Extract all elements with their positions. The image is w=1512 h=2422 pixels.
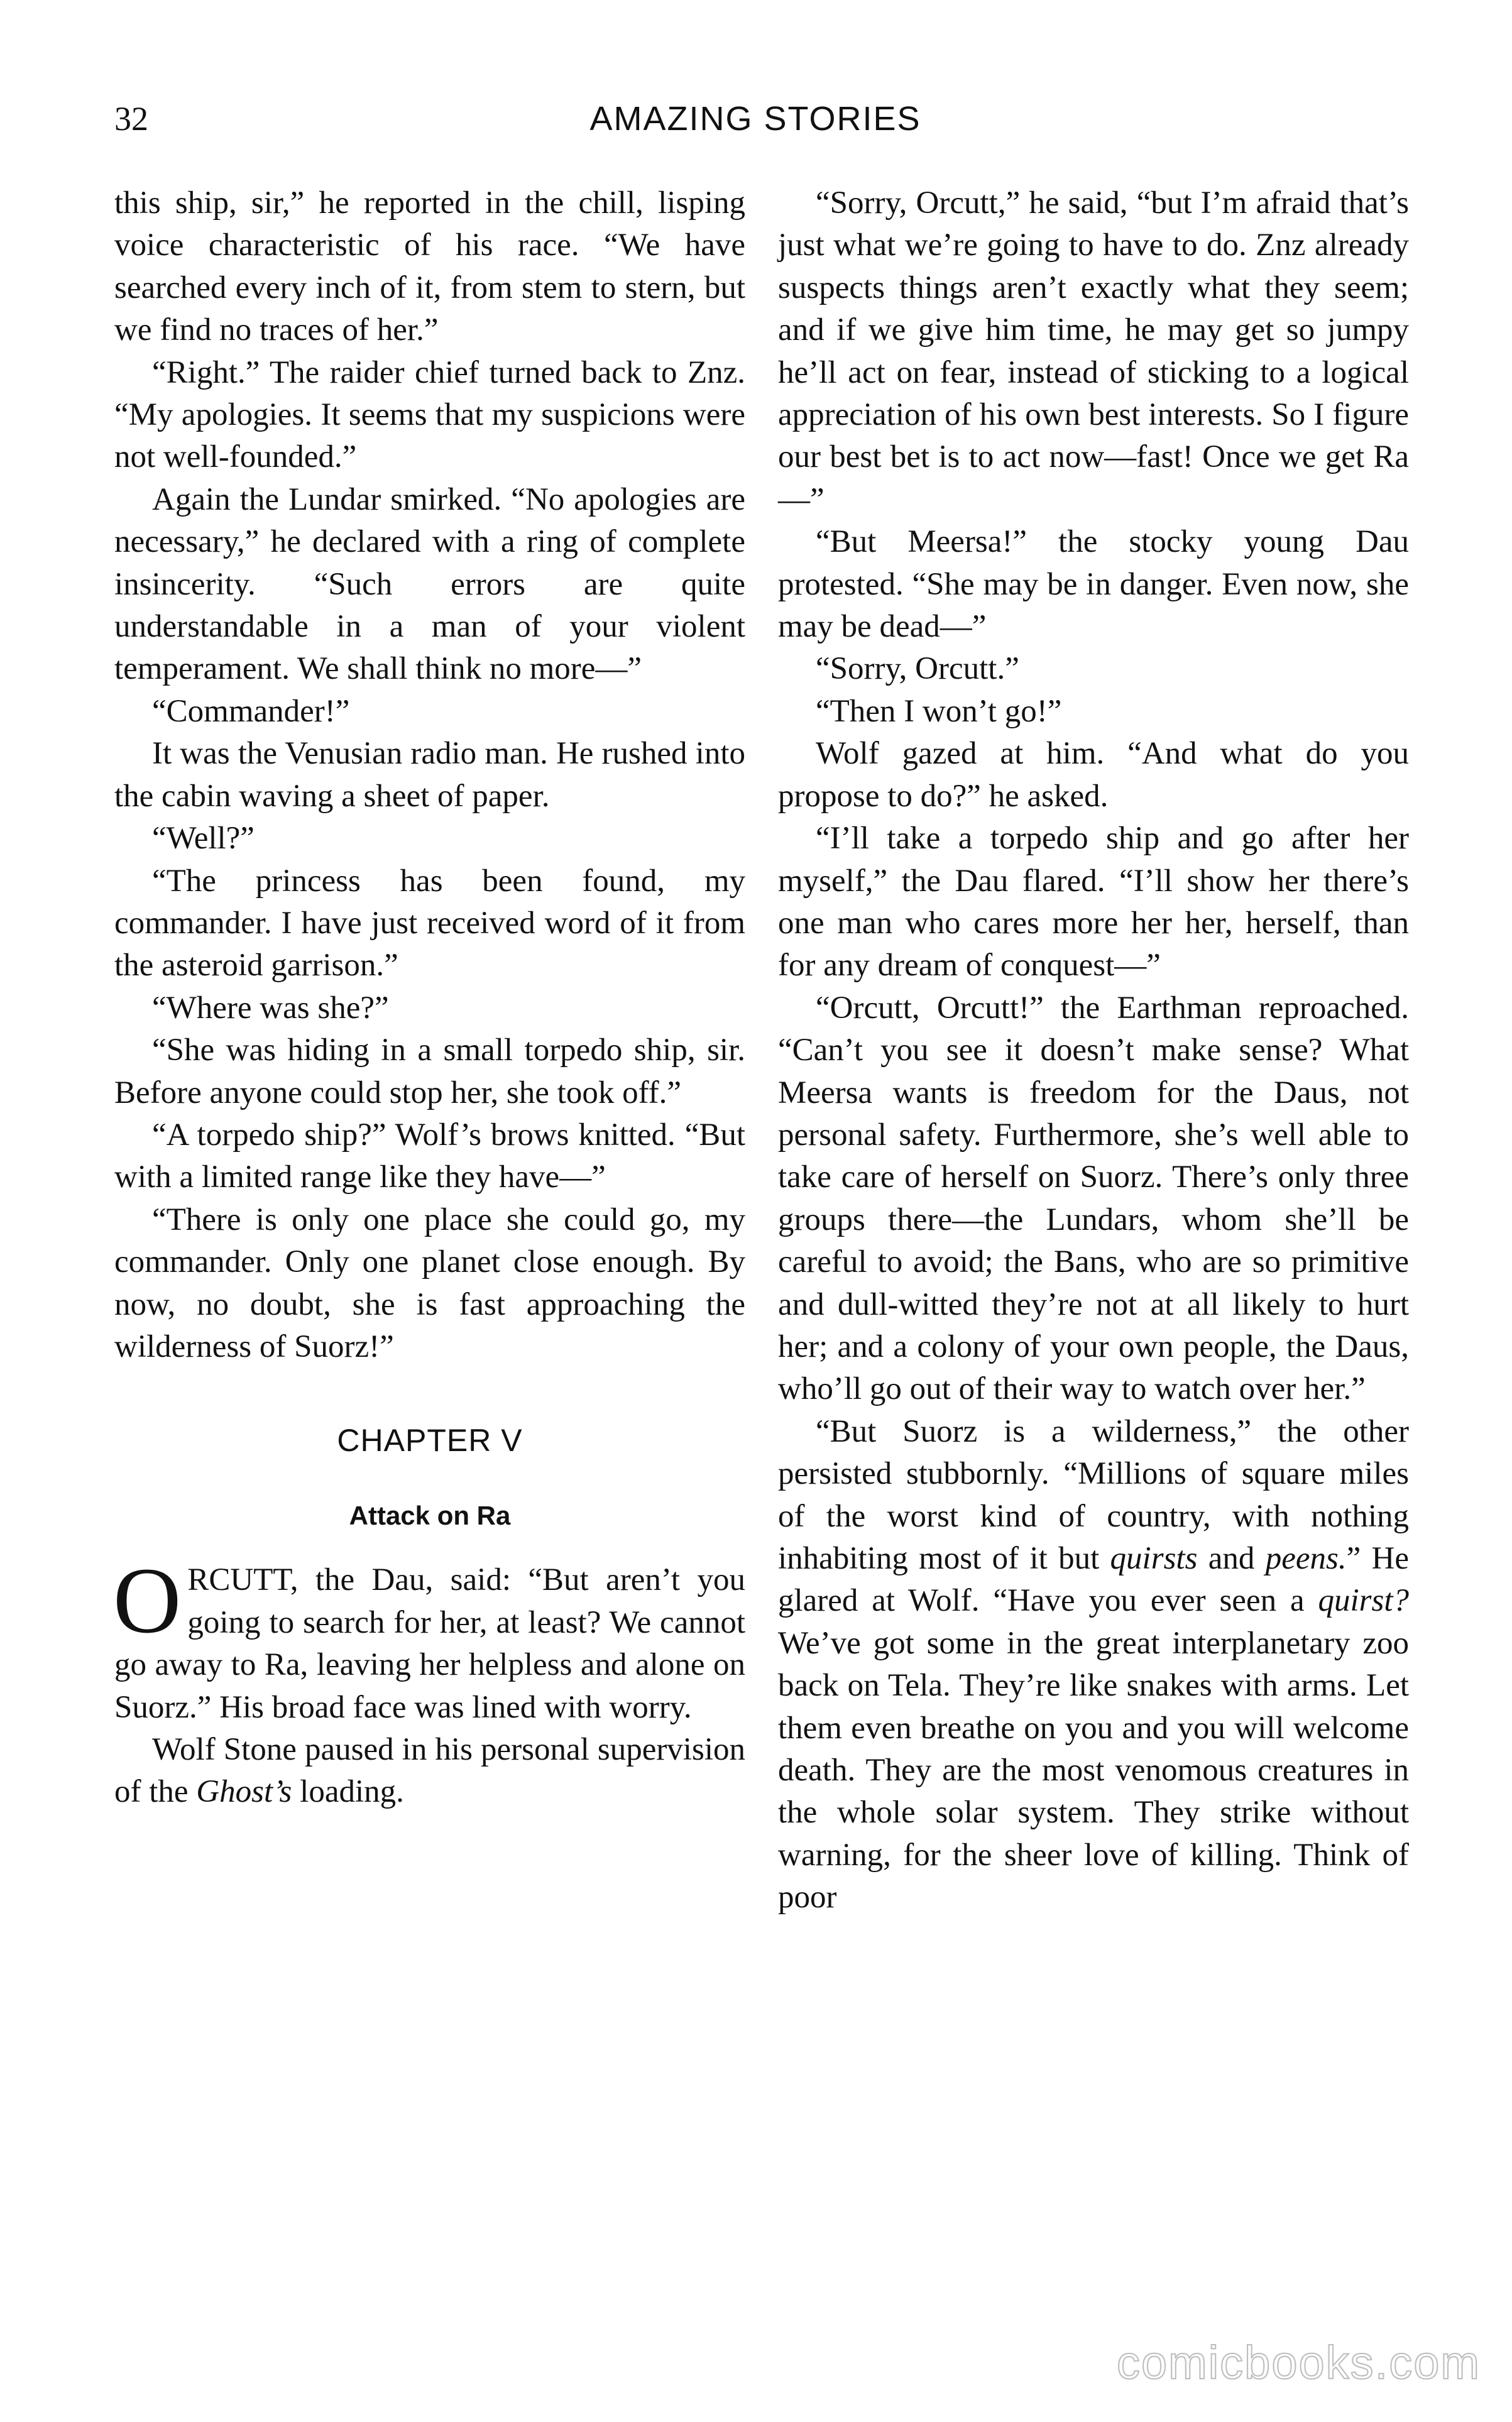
page-number: 32	[114, 100, 148, 138]
chapter-subtitle: Attack on Ra	[349, 1501, 511, 1531]
paragraph: “Right.” The raider chief turned back to Znz. “My apologies. It seems that my suspicions were not well-founded.”	[114, 354, 745, 475]
drop-cap: O	[113, 1548, 182, 1653]
chapter-opening-paragraph	[113, 1548, 745, 1729]
paragraph: “There is only one place she could go, my commander. Only one planet close enough. By now, no doubt, she is fast approaching the wilderness of Suorz!”	[114, 1202, 745, 1364]
left-column	[114, 182, 745, 1814]
paragraph: “She was hiding in a small torpedo ship, sir. Before anyone could stop her, she took off.”	[114, 1033, 745, 1110]
paragraph-text: and	[1197, 1541, 1266, 1576]
ship-name: Ghost’s	[196, 1774, 292, 1810]
page-header	[114, 93, 1396, 156]
paragraph: “But Meersa!” the stocky young Dau protested. “She may be in danger. Even now, she may be dead—”	[778, 524, 1409, 645]
paragraph-text: Wolf Stone paused in his personal supervision of the	[114, 1732, 745, 1810]
paragraph: “Orcutt, Orcutt!” the Earthman reproached. “Can’t you see it doesn’t make sense? What Meersa wants is freedom for the Daus, not personal safety. Furthermore, she’s well able to take care of herself on Suorz. There’s only three groups there—the Lundars, whom she’ll be careful to avoid; the Bans, who are so primitive and dull-witted they’re not at all likely to hurt her; and a colony of your own people, the Daus, who’ll go out of their way to watch over her.”	[778, 990, 1409, 1407]
paragraph-text: loading.	[292, 1774, 404, 1810]
creature-name: quirst?	[1318, 1583, 1409, 1619]
paragraph: It was the Venusian radio man. He rushed into the cabin waving a sheet of paper.	[114, 736, 745, 814]
paragraph	[114, 1729, 745, 1814]
paragraph: “I’ll take a torpedo ship and go after her myself,” the Dau flared. “I’ll show her there’s one man who cares more her her, herself, than for any dream of conquest—”	[778, 821, 1409, 984]
paragraph: Again the Lundar smirked. “No apologies are necessary,” he declared with a ring of complete insincerity. “Such errors are quite understandable in a man of your violent temperament. We shall think no more—”	[114, 481, 745, 687]
paragraph: “Where was she?”	[152, 990, 389, 1026]
creature-name: quirsts	[1110, 1541, 1198, 1576]
paragraph-text: ” He glared at Wolf. “Have you ever seen a	[778, 1541, 1409, 1619]
paragraph-text: “But Suorz is a wilderness,” the other persisted stubbornly. “Millions of square miles of the worst kind of country, with nothing inhabiting most of it but	[778, 1413, 1409, 1576]
paragraph-text: We’ve got some in the great interplanetary zoo back on Tela. They’re like snakes with arms. Let them even breathe on you and you will welcome death. They are the most venomous creatures in the whole solar system. They strike without warning, for the sheer love of killing. Think of poor	[778, 1625, 1409, 1915]
paragraph: “Commander!”	[152, 693, 350, 729]
paragraph: “Well?”	[152, 821, 255, 857]
paragraph: “Sorry, Orcutt,” he said, “but I’m afraid that’s just what we’re going to have to do. Znz already suspects things aren’t exactly what they seem; and if we give him time, he may get so jumpy he’ll act on fear, instead of sticking to a logical appreciation of his own best interests. So I figure our best bet is to act now—fast! Once we get Ra—”	[778, 185, 1409, 517]
paragraph: this ship, sir,” he reported in the chill, lisping voice characteristic of his race. “We have searched every inch of it, from stem to stern, but we find no traces of her.”	[114, 185, 745, 348]
chapter-heading: CHAPTER V	[337, 1423, 523, 1459]
watermark: comicbooks.com	[1116, 2337, 1481, 2389]
paragraph: Wolf gazed at him. “And what do you propose to do?” he asked.	[778, 736, 1409, 814]
paragraph: “A torpedo ship?” Wolf’s brows knitted. “But with a limited range like they have—”	[114, 1117, 745, 1195]
right-column	[778, 182, 1409, 1919]
paragraph: “The princess has been found, my commander. I have just received word of it from the asteroid garrison.”	[114, 863, 745, 984]
paragraph: “Sorry, Orcutt.”	[816, 651, 1019, 687]
paragraph: “Then I won’t go!”	[816, 693, 1062, 729]
paragraph	[778, 1411, 1409, 1919]
creature-name: peens.	[1265, 1541, 1347, 1576]
paragraph-text: RCUTT, the Dau, said: “But aren’t you going to search for her, at least? We cannot go away to Ra, leaving her helpless and alone on Suorz.” His broad face was lined with worry.	[114, 1562, 745, 1725]
running-title: AMAZING STORIES	[589, 100, 921, 138]
